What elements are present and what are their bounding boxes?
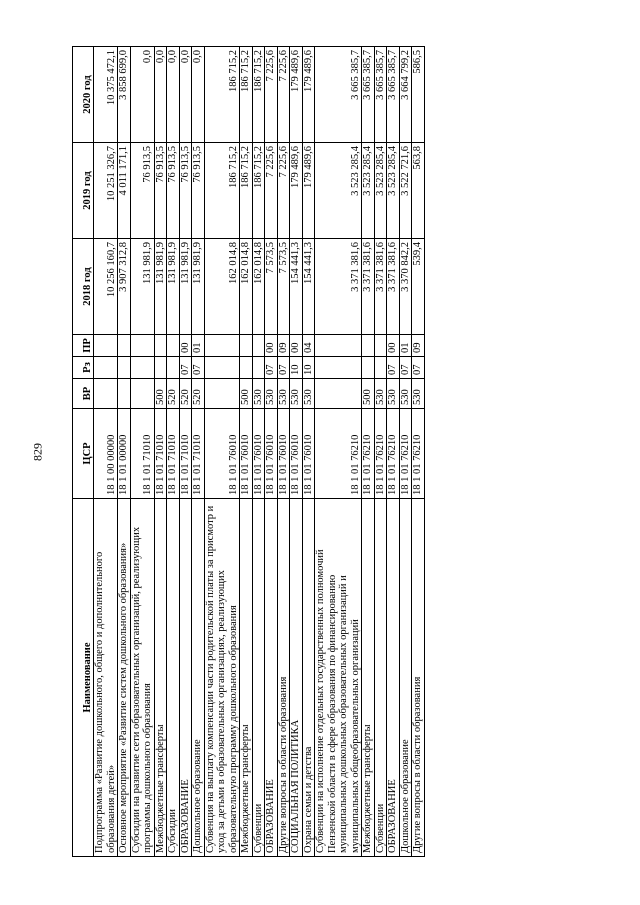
cell-2019: 3 523 285,4 [374, 143, 387, 239]
table-body [94, 47, 425, 857]
cell-2020: 3 665 385,7 [362, 47, 375, 143]
cell-vr: 500 [240, 379, 253, 409]
cell-pr [362, 335, 375, 357]
cell-2020: 3 665 385,7 [374, 47, 387, 143]
cell-2020: 186 715,2 [240, 47, 253, 143]
table-row [265, 47, 278, 857]
cell-vr: 530 [265, 379, 278, 409]
table-row [240, 47, 253, 857]
header-2019: 2019 год [73, 143, 94, 239]
cell-2018: 162 014,8 [204, 239, 240, 335]
cell-name: Дошкольное образование [192, 499, 205, 857]
cell-vr: 520 [192, 379, 205, 409]
cell-2018: 154 441,3 [302, 239, 315, 335]
cell-2018: 3 907 312,8 [118, 239, 131, 335]
cell-2020: 0,0 [167, 47, 180, 143]
cell-name: Межбюджетные трансферты [362, 499, 375, 857]
cell-rz: 10 [290, 357, 303, 379]
cell-2020: 7 225,6 [277, 47, 290, 143]
cell-name: Межбюджетные трансферты [240, 499, 253, 857]
cell-pr: 00 [290, 335, 303, 357]
cell-2019: 186 715,2 [252, 143, 265, 239]
cell-2019: 3 523 285,4 [387, 143, 400, 239]
cell-name: Дошкольное образование [399, 499, 412, 857]
cell-2020: 186 715,2 [252, 47, 265, 143]
cell-2018: 3 371 381,6 [387, 239, 400, 335]
budget-table [72, 46, 425, 857]
cell-pr [315, 335, 362, 357]
cell-rz [167, 357, 180, 379]
cell-rz [374, 357, 387, 379]
rotated-page-content [72, 47, 425, 857]
cell-pr [252, 335, 265, 357]
cell-name: Субсидии [167, 499, 180, 857]
cell-name: Основное мероприятие «Развитие систем дошкольного образования» [118, 499, 131, 857]
cell-pr [240, 335, 253, 357]
cell-pr [118, 335, 131, 357]
cell-2020: 3 665 385,7 [387, 47, 400, 143]
cell-pr [94, 335, 118, 357]
cell-csr: 18 1 01 76210 [412, 409, 425, 499]
header-rz: Рз [73, 357, 94, 379]
cell-pr [154, 335, 167, 357]
cell-pr: 00 [387, 335, 400, 357]
cell-vr: 530 [277, 379, 290, 409]
cell-rz: 10 [302, 357, 315, 379]
cell-pr: 01 [399, 335, 412, 357]
table-row [399, 47, 412, 857]
cell-rz: 07 [412, 357, 425, 379]
cell-pr: 09 [412, 335, 425, 357]
cell-csr: 18 1 01 76010 [290, 409, 303, 499]
cell-name: Межбюджетные трансферты [154, 499, 167, 857]
cell-2018: 131 981,9 [154, 239, 167, 335]
cell-2018: 162 014,8 [252, 239, 265, 335]
cell-csr: 18 1 00 00000 [94, 409, 118, 499]
cell-2020: 7 225,6 [265, 47, 278, 143]
cell-name: Субвенции [374, 499, 387, 857]
table-row [252, 47, 265, 857]
cell-2019: 10 251 326,7 [94, 143, 118, 239]
cell-2019: 76 913,5 [192, 143, 205, 239]
cell-pr: 01 [192, 335, 205, 357]
cell-2020: 0,0 [179, 47, 192, 143]
cell-pr: 09 [277, 335, 290, 357]
cell-vr: 530 [290, 379, 303, 409]
cell-2018: 7 573,5 [265, 239, 278, 335]
cell-csr: 18 1 01 76210 [399, 409, 412, 499]
cell-2019: 186 715,2 [204, 143, 240, 239]
cell-2018: 3 371 381,6 [315, 239, 362, 335]
cell-rz [118, 357, 131, 379]
cell-name: Подпрограмма «Развитие дошкольного, общего и дополнительного образования детей» [94, 499, 118, 857]
cell-pr: 00 [179, 335, 192, 357]
cell-rz: 07 [192, 357, 205, 379]
cell-csr: 18 1 01 76210 [387, 409, 400, 499]
cell-vr: 500 [154, 379, 167, 409]
cell-rz [154, 357, 167, 379]
cell-name: ОБРАЗОВАНИЕ [265, 499, 278, 857]
table-row [387, 47, 400, 857]
cell-2019: 3 523 285,4 [315, 143, 362, 239]
cell-2019: 76 913,5 [167, 143, 180, 239]
cell-rz: 07 [387, 357, 400, 379]
cell-2018: 539,4 [412, 239, 425, 335]
cell-2019: 7 225,6 [277, 143, 290, 239]
header-name: Наименование [73, 499, 94, 857]
cell-vr [315, 379, 362, 409]
cell-vr: 520 [167, 379, 180, 409]
header-vr: ВР [73, 379, 94, 409]
cell-2019: 76 913,5 [154, 143, 167, 239]
table-row [362, 47, 375, 857]
cell-2019: 563,8 [412, 143, 425, 239]
cell-vr [130, 379, 154, 409]
table-row [204, 47, 240, 857]
cell-2019: 186 715,2 [240, 143, 253, 239]
cell-2019: 76 913,5 [130, 143, 154, 239]
cell-2020: 0,0 [192, 47, 205, 143]
cell-name: Субсидии на развитие сети образовательных организаций, реализующих программы дошкольного образования [130, 499, 154, 857]
table-row [290, 47, 303, 857]
cell-vr [94, 379, 118, 409]
cell-2018: 7 573,5 [277, 239, 290, 335]
cell-csr: 18 1 01 76010 [265, 409, 278, 499]
table-row [118, 47, 131, 857]
cell-2018: 162 014,8 [240, 239, 253, 335]
cell-name: ОБРАЗОВАНИЕ [387, 499, 400, 857]
cell-2020: 3 665 385,7 [315, 47, 362, 143]
page-number: 829 [30, 443, 45, 461]
cell-2019: 179 489,6 [302, 143, 315, 239]
cell-2019: 3 523 285,4 [362, 143, 375, 239]
cell-rz [362, 357, 375, 379]
cell-2019: 3 522 721,6 [399, 143, 412, 239]
header-pr: ПР [73, 335, 94, 357]
table-row [315, 47, 362, 857]
table-row [94, 47, 118, 857]
cell-csr: 18 1 01 76210 [362, 409, 375, 499]
cell-vr [118, 379, 131, 409]
cell-rz [315, 357, 362, 379]
cell-2019: 7 225,6 [265, 143, 278, 239]
cell-csr: 18 1 01 71010 [167, 409, 180, 499]
cell-rz [130, 357, 154, 379]
cell-csr: 18 1 01 76210 [374, 409, 387, 499]
table-row [192, 47, 205, 857]
cell-pr: 00 [265, 335, 278, 357]
cell-rz: 07 [265, 357, 278, 379]
cell-csr: 18 1 01 76010 [240, 409, 253, 499]
cell-2018: 10 256 160,7 [94, 239, 118, 335]
cell-csr: 18 1 01 76010 [302, 409, 315, 499]
table-row [130, 47, 154, 857]
cell-pr [204, 335, 240, 357]
table-row [412, 47, 425, 857]
cell-csr: 18 1 01 76010 [204, 409, 240, 499]
cell-2018: 131 981,9 [192, 239, 205, 335]
cell-csr: 18 1 01 71010 [179, 409, 192, 499]
cell-vr: 520 [179, 379, 192, 409]
cell-2018: 3 371 381,6 [374, 239, 387, 335]
cell-vr: 530 [374, 379, 387, 409]
cell-vr: 500 [362, 379, 375, 409]
cell-name: Субвенция на выплату компенсации части родительской платы за присмотр и уход за детьми в образовательных организациях, реализующих образовательную программу дошкольного образования [204, 499, 240, 857]
cell-2019: 76 913,5 [179, 143, 192, 239]
cell-rz [252, 357, 265, 379]
header-2020: 2020 год [73, 47, 94, 143]
cell-vr: 530 [252, 379, 265, 409]
cell-rz: 07 [277, 357, 290, 379]
cell-2020: 586,5 [412, 47, 425, 143]
cell-name: ОБРАЗОВАНИЕ [179, 499, 192, 857]
cell-2018: 131 981,9 [130, 239, 154, 335]
cell-vr: 530 [412, 379, 425, 409]
cell-rz [94, 357, 118, 379]
cell-name: Охрана семьи и детства [302, 499, 315, 857]
cell-name: Другие вопросы в области образования [277, 499, 290, 857]
cell-2020: 3 664 799,2 [399, 47, 412, 143]
cell-csr: 18 1 01 76010 [252, 409, 265, 499]
cell-csr: 18 1 01 71010 [192, 409, 205, 499]
table-row [154, 47, 167, 857]
cell-2018: 154 441,3 [290, 239, 303, 335]
cell-2018: 131 981,9 [179, 239, 192, 335]
header-2018: 2018 год [73, 239, 94, 335]
cell-csr: 18 1 01 71010 [130, 409, 154, 499]
table-row [167, 47, 180, 857]
cell-2018: 3 371 381,6 [362, 239, 375, 335]
cell-rz: 07 [399, 357, 412, 379]
table-row [277, 47, 290, 857]
cell-vr: 530 [302, 379, 315, 409]
header-csr: ЦСР [73, 409, 94, 499]
cell-name: СОЦИАЛЬНАЯ ПОЛИТИКА [290, 499, 303, 857]
table-row [179, 47, 192, 857]
cell-name: Субвенции на исполнение отдельных государственных полномочий Пензенской области в сфере образования по финансированию муниципальных дошкольных образовательных организаций и муниципальных общеобразовательных организаций [315, 499, 362, 857]
cell-name: Субвенции [252, 499, 265, 857]
cell-csr: 18 1 01 71010 [154, 409, 167, 499]
cell-rz [240, 357, 253, 379]
cell-2020: 186 715,2 [204, 47, 240, 143]
table-header-row [73, 47, 94, 857]
cell-pr: 04 [302, 335, 315, 357]
cell-2020: 10 375 472,1 [94, 47, 118, 143]
cell-2018: 131 981,9 [167, 239, 180, 335]
cell-csr: 18 1 01 76210 [315, 409, 362, 499]
cell-pr [167, 335, 180, 357]
cell-pr [130, 335, 154, 357]
cell-2019: 179 489,6 [290, 143, 303, 239]
cell-2020: 3 858 699,0 [118, 47, 131, 143]
cell-2020: 179 489,6 [290, 47, 303, 143]
cell-2019: 4 011 171,1 [118, 143, 131, 239]
cell-rz: 07 [179, 357, 192, 379]
cell-vr [204, 379, 240, 409]
table-row [302, 47, 315, 857]
cell-vr: 530 [387, 379, 400, 409]
cell-2020: 0,0 [130, 47, 154, 143]
cell-2020: 0,0 [154, 47, 167, 143]
cell-csr: 18 1 01 76010 [277, 409, 290, 499]
cell-rz [204, 357, 240, 379]
cell-vr: 530 [399, 379, 412, 409]
cell-name: Другие вопросы в области образования [412, 499, 425, 857]
cell-pr [374, 335, 387, 357]
cell-csr: 18 1 01 00000 [118, 409, 131, 499]
cell-2020: 179 489,6 [302, 47, 315, 143]
cell-2018: 3 370 842,2 [399, 239, 412, 335]
table-row [374, 47, 387, 857]
